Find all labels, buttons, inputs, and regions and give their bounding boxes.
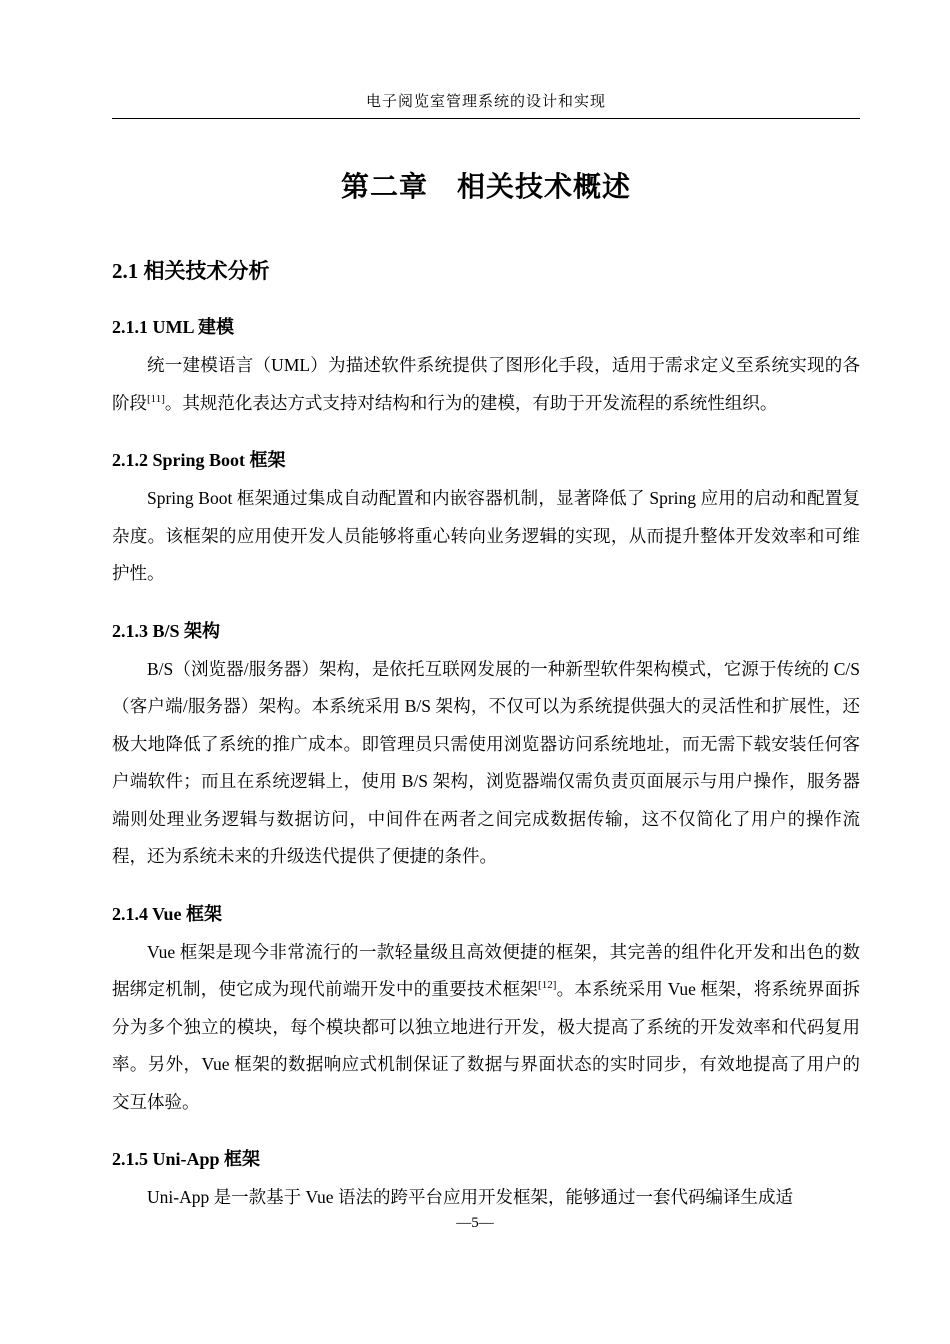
subsection-heading-spring-boot: 2.1.2 Spring Boot 框架: [112, 450, 286, 470]
citation-ref: [12]: [538, 979, 557, 992]
paragraph-bs-architecture: [112, 651, 860, 876]
paragraph-uni-app: [112, 1179, 860, 1217]
paragraph-text: Spring Boot 框架通过集成自动配置和内嵌容器机制，显著降低了 Spring 应用的启动和配置复杂度。该框架的应用使开发人员能够将重心转向业务逻辑的实现，从而提升整体开发效率和可维护性。: [112, 488, 860, 583]
paragraph-uml: [112, 347, 860, 422]
paragraph-text: 。本系统采用 Vue 框架，将系统界面拆分为多个独立的模块，每个模块都可以独立地进行开发，极大提高了系统的开发效率和代码复用率。另外，Vue 框架的数据响应式机制保证了数据与界面状态的实时同步，有效地提高了用户的交互体验。: [112, 979, 861, 1112]
subsection-bs-architecture: [112, 617, 860, 876]
subsection-heading-uni-app: 2.1.5 Uni-App 框架: [112, 1149, 261, 1169]
chapter-title: 第二章 相关技术概述: [340, 172, 631, 203]
page-number: —5—: [456, 1215, 494, 1231]
paragraph-spring-boot: [112, 480, 860, 593]
paragraph-text: Uni-App 是一款基于 Vue 语法的跨平台应用开发框架，能够通过一套代码编译生成适: [147, 1187, 793, 1207]
subsection-uni-app: [112, 1145, 860, 1217]
subsection-heading-vue: 2.1.4 Vue 框架: [112, 903, 223, 924]
page-footer: [0, 1215, 950, 1232]
paragraph-vue: [112, 934, 860, 1122]
running-title: 电子阅览室管理系统的设计和实现: [365, 94, 606, 110]
paragraph-text: Vue 框架是现今非常流行的一款轻量级且高效便捷的框架，其完善的组件化开发和出色的数据绑定机制，使它成为现代前端开发中的重要技术框架: [112, 941, 860, 999]
paragraph-text: B/S（浏览器/服务器）架构，是依托互联网发展的一种新型软件架构模式，它源于传统的 C/S（客户端/服务器）架构。本系统采用 B/S 架构，不仅可以为系统提供强大的灵活性和扩展性，还极大地降低了系统的推广成本。即管理员只需使用浏览器访问系统地址，而无需下载安装任何客户端软件；而且在系统逻辑上，使用 B/S 架构，浏览器端仅需负责页面展示与用户操作，服务器端则处理业务逻辑与数据访问，中间件在两者之间完成数据传输，这不仅简化了用户的操作流程，还为系统未来的升级迭代提供了便捷的条件。: [112, 658, 860, 866]
subsection-heading-uml: 2.1.1 UML 建模: [112, 317, 235, 337]
paragraph-text: 。其规范化表达方式支持对结构和行为的建模，有助于开发流程的系统性组织。: [164, 392, 778, 413]
paragraph-text: 统一建模语言（UML）为描述软件系统提供了图形化手段，适用于需求定义至系统实现的各阶段: [112, 355, 860, 413]
subsection-spring-boot: [112, 446, 860, 593]
page-header: [112, 90, 860, 119]
section-title: 2.1 相关技术分析: [112, 259, 270, 283]
subsection-uml: [112, 313, 860, 422]
citation-ref: [11]: [147, 392, 165, 405]
subsection-heading-bs-architecture: 2.1.3 B/S 架构: [112, 620, 221, 641]
subsection-vue: [112, 900, 860, 1122]
